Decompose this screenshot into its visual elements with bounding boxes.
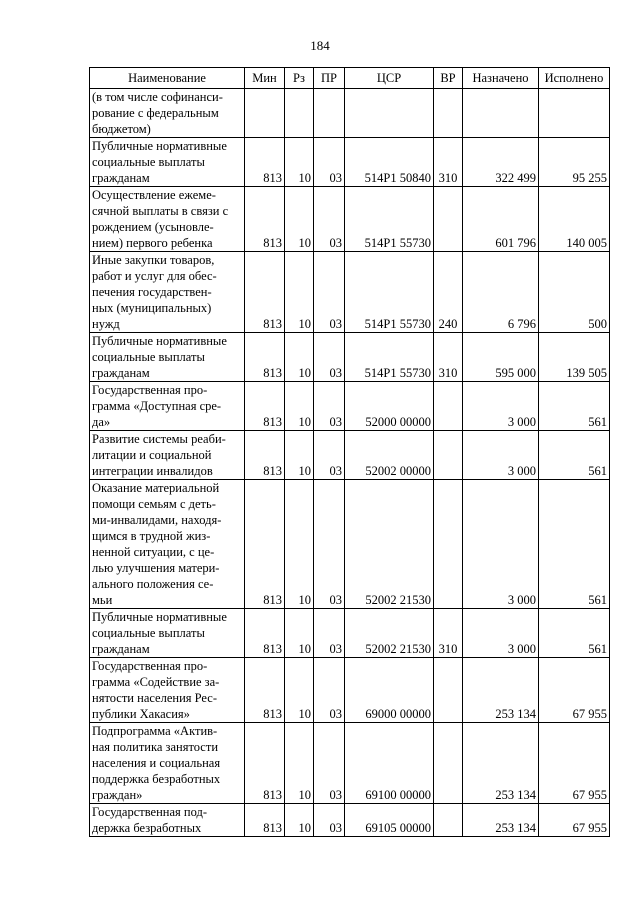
cell-vr [434,480,463,609]
cell-pr: 03 [314,138,345,187]
cell-rz: 10 [285,804,314,837]
header-assigned: Назначено [463,68,539,89]
cell-vr: 310 [434,609,463,658]
cell-vr [434,723,463,804]
table-row [90,480,610,609]
cell-csr: 52002 21530 [345,480,434,609]
cell-vr [434,658,463,723]
cell-assigned: 3 000 [463,382,539,431]
header-min: Мин [245,68,285,89]
cell-rz: 10 [285,658,314,723]
cell-min: 813 [245,382,285,431]
cell-name: Подпрограмма «Актив- ная политика занятости населения и социальная поддержка безработных граждан» [90,723,245,804]
cell-name: Государственная про- грамма «Содействие за- нятости населения Рес- публики Хакасия» [90,658,245,723]
table-row [90,187,610,252]
cell-csr: 69100 00000 [345,723,434,804]
cell-pr: 03 [314,480,345,609]
cell-name: Иные закупки товаров, работ и услуг для обес- печения государствен- ных (муниципальных) нужд [90,252,245,333]
cell-executed: 67 955 [539,723,610,804]
cell-assigned: 3 000 [463,480,539,609]
header-row [90,68,610,89]
cell-executed: 561 [539,609,610,658]
cell-name: Осуществление ежеме- сячной выплаты в связи с рождением (усыновле- нием) первого ребенка [90,187,245,252]
table-row [90,609,610,658]
cell-rz: 10 [285,723,314,804]
cell-min [245,89,285,138]
cell-rz: 10 [285,187,314,252]
cell-executed: 95 255 [539,138,610,187]
table-row [90,138,610,187]
cell-executed: 67 955 [539,804,610,837]
cell-vr [434,382,463,431]
cell-executed [539,89,610,138]
table-row [90,382,610,431]
cell-min: 813 [245,138,285,187]
cell-csr: 514P1 50840 [345,138,434,187]
cell-min: 813 [245,187,285,252]
cell-pr: 03 [314,252,345,333]
cell-vr: 240 [434,252,463,333]
header-pr: ПР [314,68,345,89]
cell-executed: 500 [539,252,610,333]
table-row [90,333,610,382]
cell-rz: 10 [285,252,314,333]
cell-min: 813 [245,658,285,723]
cell-min: 813 [245,609,285,658]
cell-executed: 561 [539,382,610,431]
cell-pr: 03 [314,804,345,837]
table-row [90,89,610,138]
table-row [90,658,610,723]
cell-pr: 03 [314,658,345,723]
cell-csr: 69105 00000 [345,804,434,837]
header-executed: Исполнено [539,68,610,89]
cell-assigned [463,89,539,138]
cell-name: Государственная под- держка безработных [90,804,245,837]
cell-pr: 03 [314,382,345,431]
cell-pr: 03 [314,187,345,252]
page-number: 184 [310,38,330,53]
cell-min: 813 [245,723,285,804]
header-csr: ЦСР [345,68,434,89]
cell-assigned: 3 000 [463,609,539,658]
cell-csr: 52000 00000 [345,382,434,431]
cell-assigned: 253 134 [463,723,539,804]
cell-executed: 139 505 [539,333,610,382]
cell-min: 813 [245,252,285,333]
cell-csr: 514P1 55730 [345,333,434,382]
cell-vr: 310 [434,333,463,382]
cell-csr: 514P1 55730 [345,252,434,333]
cell-assigned: 322 499 [463,138,539,187]
cell-min: 813 [245,480,285,609]
cell-assigned: 6 796 [463,252,539,333]
cell-pr: 03 [314,723,345,804]
cell-name: Оказание материальной помощи семьям с деть- ми-инвалидами, находя- щимся в трудной жиз- ненной ситуации, с це- лью улучшения матери- ального положения се- мьи [90,480,245,609]
cell-assigned: 3 000 [463,431,539,480]
cell-csr: 69000 00000 [345,658,434,723]
cell-rz: 10 [285,333,314,382]
cell-rz: 10 [285,431,314,480]
header-name: Наименование [90,68,245,89]
cell-name: Развитие системы реаби- литации и социальной интеграции инвалидов [90,431,245,480]
table-row [90,252,610,333]
cell-vr [434,431,463,480]
cell-csr [345,89,434,138]
table-body [90,89,610,837]
table-row [90,723,610,804]
cell-csr: 52002 21530 [345,609,434,658]
cell-rz: 10 [285,609,314,658]
cell-executed: 561 [539,480,610,609]
cell-pr: 03 [314,333,345,382]
cell-vr [434,187,463,252]
cell-executed: 561 [539,431,610,480]
cell-csr: 52002 00000 [345,431,434,480]
header-rz: Рз [285,68,314,89]
cell-rz: 10 [285,480,314,609]
cell-csr: 514P1 55730 [345,187,434,252]
cell-rz: 10 [285,382,314,431]
cell-assigned: 253 134 [463,658,539,723]
cell-assigned: 253 134 [463,804,539,837]
cell-executed: 67 955 [539,658,610,723]
header-vr: ВР [434,68,463,89]
cell-name: (в том числе софинанси- рование с федеральным бюджетом) [90,89,245,138]
cell-assigned: 601 796 [463,187,539,252]
cell-vr [434,804,463,837]
cell-name: Государственная про- грамма «Доступная сре- да» [90,382,245,431]
cell-name: Публичные нормативные социальные выплаты гражданам [90,333,245,382]
cell-name: Публичные нормативные социальные выплаты гражданам [90,138,245,187]
cell-rz [285,89,314,138]
cell-rz: 10 [285,138,314,187]
cell-executed: 140 005 [539,187,610,252]
cell-pr [314,89,345,138]
table-row [90,431,610,480]
cell-name: Публичные нормативные социальные выплаты гражданам [90,609,245,658]
cell-assigned: 595 000 [463,333,539,382]
table-row [90,804,610,837]
cell-vr: 310 [434,138,463,187]
cell-min: 813 [245,333,285,382]
budget-table [89,67,610,837]
cell-vr [434,89,463,138]
cell-pr: 03 [314,431,345,480]
cell-min: 813 [245,431,285,480]
cell-min: 813 [245,804,285,837]
cell-pr: 03 [314,609,345,658]
